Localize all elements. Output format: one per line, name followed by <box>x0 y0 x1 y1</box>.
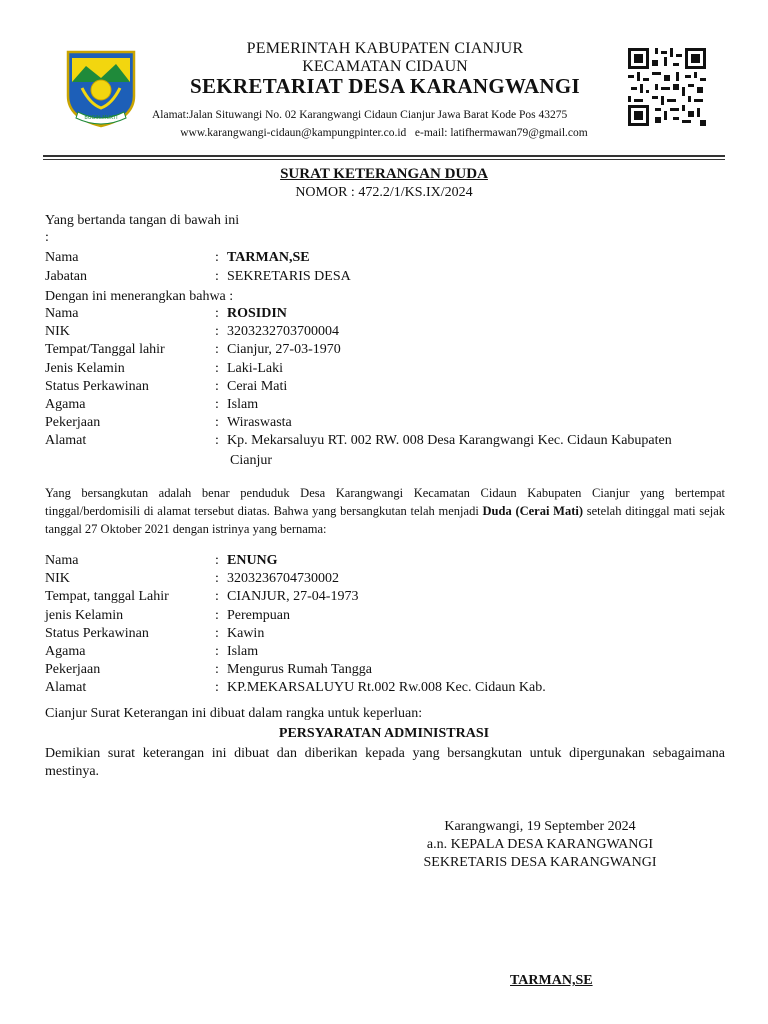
field-colon: : <box>215 644 219 659</box>
field-row <box>45 396 735 414</box>
field-value: Islam <box>227 644 259 659</box>
field-colon: : <box>215 571 219 587</box>
field-row <box>45 268 735 286</box>
field-row <box>45 323 735 341</box>
header-office: SEKRETARIAT DESA KARANGWANGI <box>190 74 580 98</box>
logo-motto: BUGIH MUKTI <box>84 115 118 121</box>
field-row <box>45 661 735 679</box>
field-row <box>45 432 735 450</box>
field-colon: : <box>215 268 219 284</box>
field-colon: : <box>215 589 219 605</box>
field-label: Tempat, tanggal Lahir <box>45 589 169 605</box>
field-row <box>45 643 735 661</box>
signature-position: SEKRETARIS DESA KARANGWANGI <box>423 855 657 870</box>
field-row <box>45 625 735 643</box>
field-value: 3203232703700004 <box>227 324 339 340</box>
header-website-email: www.karangwangi-cidaun@kampungpinter.co.id e-mail: latifhermawan79@gmail.com <box>180 127 588 139</box>
field-label: Alamat <box>45 680 87 696</box>
closing-paragraph: Demikian surat keterangan ini dibuat dan diberikan kepada yang bersangkutan untuk dipergunakan sebagaimana mestinya. <box>45 746 725 779</box>
field-colon: : <box>215 306 219 321</box>
field-label: Pekerjaan <box>45 415 101 431</box>
field-value: TARMAN,SE <box>227 250 310 265</box>
field-colon: : <box>215 607 219 623</box>
field-value: Laki-Laki <box>227 360 283 376</box>
field-label: NIK <box>45 324 70 340</box>
field-colon: : <box>215 397 219 412</box>
field-label: Status Perkawinan <box>45 378 149 394</box>
field-label: Alamat <box>45 433 87 449</box>
field-value: Kawin <box>227 625 265 641</box>
document-number: NOMOR : 472.2/1/KS.IX/2024 <box>295 185 473 200</box>
field-colon: : <box>215 360 219 376</box>
field-row <box>45 570 735 588</box>
field-row <box>45 305 735 323</box>
field-value: Cerai Mati <box>227 378 288 394</box>
field-row <box>45 588 735 606</box>
field-label: Jabatan <box>45 268 87 284</box>
field-row <box>45 679 735 697</box>
field-row <box>45 341 735 359</box>
field-value: Wiraswasta <box>227 415 292 431</box>
field-label: jenis Kelamin <box>45 607 124 623</box>
field-label: Agama <box>45 397 86 412</box>
header-district: KECAMATAN CIDAUN <box>302 58 468 75</box>
field-colon: : <box>215 250 219 265</box>
signature-name: TARMAN,SE <box>510 973 593 988</box>
field-row <box>45 360 735 378</box>
field-colon: : <box>215 662 219 678</box>
purpose-text: PERSYARATAN ADMINISTRASI <box>278 726 490 741</box>
statement-paragraph: Yang bersangkutan adalah benar penduduk Desa Karangwangi Kecamatan Cidaun Kabupaten Cianjur yang bertempat tinggal/berdomisili di alamat tersebut diatas. Bahwa yang bersangkutan telah menjadi Duda (Cerai Mati) setelah ditinggal mati sejak tanggal 27 Oktober 2021 dengan istrinya yang bernama: <box>45 486 725 536</box>
field-row <box>45 414 735 432</box>
field-label: Nama <box>45 306 79 321</box>
field-label: Pekerjaan <box>45 662 101 678</box>
field-row <box>45 552 735 570</box>
field-label: Nama <box>45 250 79 265</box>
field-colon: : <box>215 342 219 358</box>
field-value: CIANJUR, 27-04-1973 <box>227 589 359 605</box>
document-title: SURAT KETERANGAN DUDA <box>280 166 488 182</box>
field-value: Mengurus Rumah Tangga <box>227 662 372 678</box>
field-value: SEKRETARIS DESA <box>227 268 351 284</box>
declares-text: Dengan ini menerangkan bahwa : <box>45 289 234 304</box>
header-divider-thin <box>43 159 725 160</box>
village-emblem-logo <box>64 48 138 128</box>
field-value: ENUNG <box>227 553 278 568</box>
header-address: Alamat:Jalan Situwangi No. 02 Karangwangi Cidaun Cianjur Jawa Barat Kode Pos 43275 <box>152 109 568 121</box>
field-row <box>45 378 735 396</box>
field-label: Tempat/Tanggal lahir <box>45 342 165 358</box>
field-colon: : <box>215 553 219 568</box>
header-government: PEMERINTAH KABUPATEN CIANJUR <box>246 40 524 57</box>
field-label: Agama <box>45 644 86 659</box>
field-label: NIK <box>45 571 70 587</box>
field-value: Perempuan <box>227 607 290 623</box>
field-colon: : <box>215 680 219 696</box>
field-row <box>45 607 735 625</box>
field-label: Jenis Kelamin <box>45 360 125 376</box>
field-value: Kp. Mekarsaluyu RT. 002 RW. 008 Desa Karangwangi Kec. Cidaun Kabupaten <box>227 433 672 449</box>
field-colon: : <box>215 433 219 449</box>
field-colon: : <box>215 625 219 641</box>
field-value: 3203236704730002 <box>227 571 339 587</box>
field-colon: : <box>215 378 219 394</box>
subject-address-cont: Cianjur <box>230 453 272 468</box>
purpose-intro: Cianjur Surat Keterangan ini dibuat dalam rangka untuk keperluan: <box>45 706 423 721</box>
intro-colon: : <box>45 230 49 245</box>
field-colon: : <box>215 324 219 340</box>
signature-place-date: Karangwangi, 19 September 2024 <box>444 819 636 834</box>
signature-on-behalf: a.n. KEPALA DESA KARANGWANGI <box>426 837 654 852</box>
intro-text: Yang bertanda tangan di bawah ini <box>45 213 240 228</box>
field-value: Cianjur, 27-03-1970 <box>227 342 341 358</box>
field-value: ROSIDIN <box>227 306 287 321</box>
field-label: Status Perkawinan <box>45 625 149 641</box>
field-colon: : <box>215 415 219 431</box>
field-value: Islam <box>227 397 259 412</box>
qr-code <box>628 48 706 126</box>
field-value: KP.MEKARSALUYU Rt.002 Rw.008 Kec. Cidaun Kab. <box>227 680 546 696</box>
field-label: Nama <box>45 553 79 568</box>
field-row <box>45 249 735 267</box>
header-divider-thick <box>43 155 725 157</box>
